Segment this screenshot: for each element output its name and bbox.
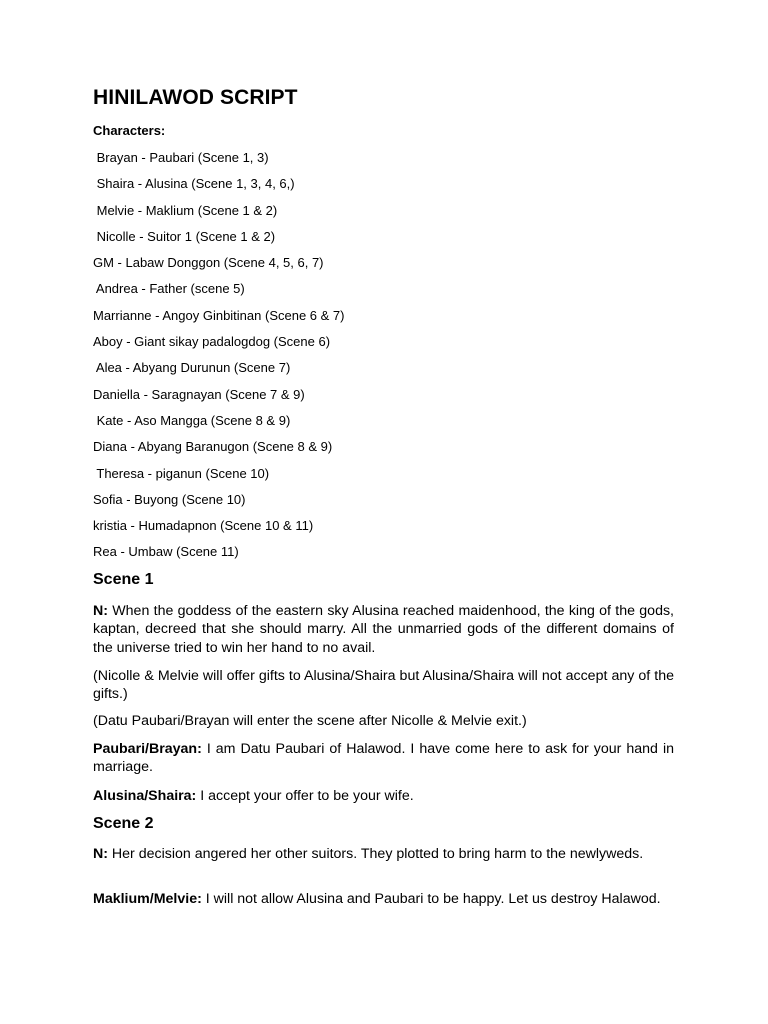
paragraph-text: I am Datu Paubari of Halawod. I have come here to ask for your hand in marriage. — [93, 741, 674, 776]
speaker-label: N: — [93, 603, 108, 619]
paragraph-text: I will not allow Alusina and Paubari to be happy. Let us destroy Halawod. — [201, 891, 661, 907]
scene-1-narration — [93, 602, 674, 657]
scene-1-alusina-line — [93, 787, 674, 805]
character-entry: Diana - Abyang Baranugon (Scene 8 & 9) — [93, 439, 333, 455]
paragraph-text: (Nicolle & Melvie will offer gifts to Alusina/Shaira but Alusina/Shaira will not accept any of the gifts.) — [93, 668, 674, 703]
character-entry: Shaira - Alusina (Scene 1, 3, 4, 6,) — [93, 176, 295, 192]
character-entry: Andrea - Father (scene 5) — [93, 281, 245, 297]
scene-1-heading: Scene 1 — [93, 571, 154, 588]
character-entry: Theresa - piganun (Scene 10) — [93, 465, 270, 481]
scene-2-narration — [93, 845, 674, 863]
speaker-label: Paubari/Brayan: — [93, 741, 202, 757]
character-entry: kristia - Humadapnon (Scene 10 & 11) — [93, 518, 314, 534]
paragraph-text: (Datu Paubari/Brayan will enter the scene after Nicolle & Melvie exit.) — [93, 713, 527, 729]
scene-1-stage-direction-2 — [93, 712, 674, 730]
document-title: HINILAWOD SCRIPT — [93, 86, 298, 109]
speaker-label: Maklium/Melvie: — [93, 891, 202, 907]
character-entry: Marrianne - Angoy Ginbitinan (Scene 6 & 7) — [93, 307, 345, 323]
character-entry: Rea - Umbaw (Scene 11) — [93, 544, 239, 560]
character-entry: Brayan - Paubari (Scene 1, 3) — [93, 150, 269, 165]
character-entry: Melvie - Maklium (Scene 1 & 2) — [93, 202, 278, 218]
speaker-label: N: — [93, 846, 108, 862]
speaker-label: Alusina/Shaira: — [93, 788, 197, 804]
paragraph-text: When the goddess of the eastern sky Alusina reached maidenhood, the king of the gods, kaptan, decreed that she should marry. All the unmarried gods of the different domains of the universe tried to win her hand to no avail. — [93, 603, 674, 656]
scene-2-maklium-line — [93, 890, 674, 908]
character-entry: GM - Labaw Donggon (Scene 4, 5, 6, 7) — [93, 255, 324, 271]
character-entry: Kate - Aso Mangga (Scene 8 & 9) — [93, 412, 291, 428]
scene-1-stage-direction — [93, 667, 674, 704]
characters-heading: Characters: — [93, 123, 166, 138]
character-entry: Daniella - Saragnayan (Scene 7 & 9) — [93, 386, 305, 402]
character-entry: Aboy - Giant sikay padalogdog (Scene 6) — [93, 334, 331, 350]
scene-2-heading: Scene 2 — [93, 815, 154, 832]
paragraph-text: I accept your offer to be your wife. — [196, 788, 414, 804]
scene-1-paubari-line — [93, 740, 674, 777]
characters-list — [93, 149, 344, 570]
character-entry: Alea - Abyang Durunun (Scene 7) — [93, 360, 291, 376]
character-entry: Nicolle - Suitor 1 (Scene 1 & 2) — [93, 228, 276, 244]
character-entry: Sofia - Buyong (Scene 10) — [93, 491, 246, 507]
paragraph-text: Her decision angered her other suitors. They plotted to bring harm to the newlyweds. — [107, 846, 644, 862]
